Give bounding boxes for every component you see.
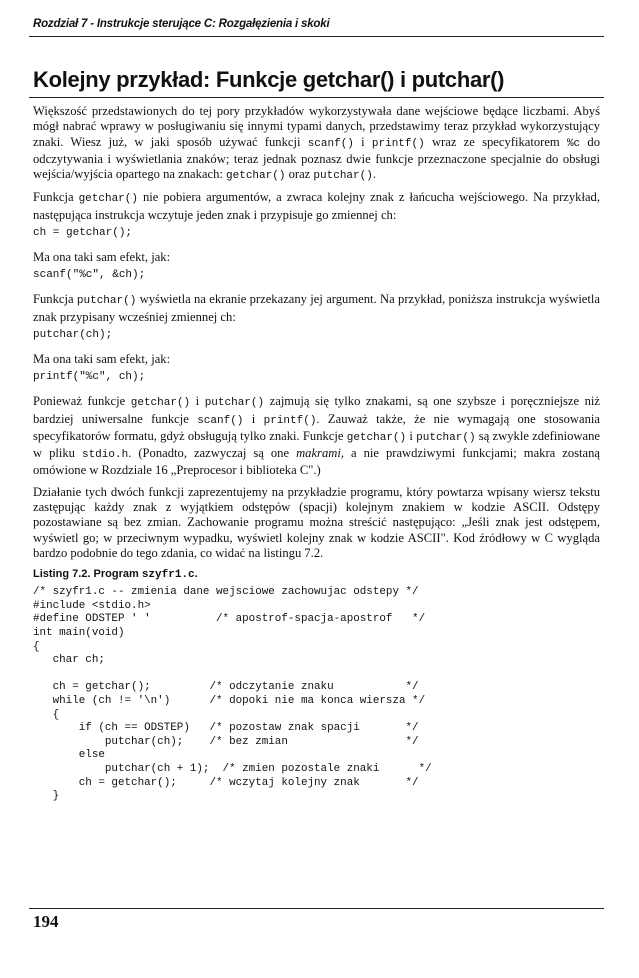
running-header: Rozdział 7 - Instrukcje sterujące C: Rozgałęzienia i skoki	[33, 18, 330, 30]
paragraph-3: Ma ona taki sam efekt, jak:	[33, 250, 171, 265]
inline-code: getchar()	[130, 397, 191, 410]
caption-text: .	[194, 568, 198, 581]
caption-text: Listing 7.2. Program	[33, 568, 142, 581]
emphasis-text: makrami	[296, 446, 341, 461]
inline-code: printf()	[263, 414, 317, 427]
text-run: i	[243, 411, 264, 426]
text-run: .	[372, 167, 376, 182]
inline-code: printf()	[371, 137, 425, 150]
text-run: są zwykle zdefiniowane w pliku	[33, 428, 600, 461]
text-run: , a nie prawdziwymi funkcjami; makra zostaną omówione w Rozdziale 16 „Preprocesor i biblioteka C".)	[33, 446, 601, 478]
paragraph-2	[33, 190, 600, 223]
inline-code: scanf()	[307, 137, 354, 150]
inline-code: putchar()	[416, 431, 476, 444]
text-run: do odczytywania i wyświetlania znaków; teraz jednak poznasz dwie funkcje przeznaczone specjalnie do obsługi wejścia/wyjścia opartego na znakach:	[33, 134, 600, 182]
body-text	[29, 104, 604, 804]
text-run: nie pobiera argumentów, a zwraca kolejny znak z łańcucha wejściowego. Na przykład, następująca instrukcja wczytuje jeden znak i przypisuje go zmiennej ch:	[33, 190, 600, 222]
text-run: Funkcja	[33, 190, 79, 205]
title-rule	[29, 97, 604, 98]
inline-code: stdio.h	[81, 449, 129, 462]
paragraph-5: Ma ona taki sam efekt, jak:	[33, 351, 171, 366]
section-title: Kolejny przykład: Funkcje getchar() i putchar()	[33, 67, 505, 92]
text-run: Większość przedstawionych do tej pory przykładów wykorzystywała dane wejściowe będące liczbami. Abyś mógł nabrać wprawy w posługiwaniu się innymi typami danych, przedstawimy teraz przykład wykorzystujący znaki. Wiesz już, w jaki sposób używać funkcji	[33, 104, 600, 149]
code-listing: /* szyfr1.c -- zmienia dane wejsciowe zachowujac odstepy */ #include <stdio.h> #define ODSTEP ' ' /* apostrof-spacja-apostrof */ int main(void) { char ch; ch = getchar(); /* odczytanie znaku */ while (ch != '\n') /* dopoki nie ma konca wiersza */ { if (ch == ODSTEP) /* pozostaw znak spacji */ putchar(ch); /* bez zmian */ else putchar(ch + 1); /* zmien pozostale znaki */ ch = getchar(); /* wczytaj kolejny znak */ }	[33, 586, 432, 803]
paragraph-1	[33, 104, 600, 184]
text-run: i	[406, 428, 417, 443]
text-run: i	[353, 134, 372, 149]
text-run: Ponieważ funkcje	[33, 394, 131, 409]
caption-filename: szyfr1.c	[141, 569, 195, 582]
inline-code: putchar()	[204, 397, 265, 410]
footer-rule	[29, 908, 604, 909]
text-run: wyświetla na ekranie przekazany jej argument. Na przykład, poniższa instrukcja wyświetla znak przypisany wcześniej zmiennej ch:	[33, 292, 600, 324]
paragraph-6	[33, 394, 600, 478]
inline-code: %c	[566, 137, 581, 150]
listing-caption	[33, 568, 600, 581]
inline-code: putchar()	[76, 295, 137, 308]
text-run: . Zauważ także, że nie wymagają one stosowania specyfikatorów formatu, gdyż obsługują tylko znaki. Funkcje	[33, 411, 600, 443]
text-run: zajmują się tylko znakami, są one szybsze i poręczniejsze niż bardziej uniwersalne funkcje	[33, 394, 601, 426]
code-example-getchar: ch = getchar();	[33, 227, 133, 240]
paragraph-7: Działanie tych dwóch funkcji zaprezentujemy na przykładzie programu, który powtarza wpisany wiersz tekstu zastępując każdy znak z wyjątkiem odstępów (spacji) kolejnym znakiem w kodzie ASCII. Odstępy pozostawiane są bez zmian. Zachowanie programu można streścić następująco: „Jeśli znak jest odstępem, wyświetl go; w przeciwnym wypadku, wyświetl kolejny znak w kodzie ASCII". Kod źródłowy w C wygląda bardzo podobnie do tego zdania, co widać na listingu 7.2.	[33, 484, 600, 560]
page-number: 194	[33, 912, 59, 931]
text-run: oraz	[285, 167, 314, 182]
text-run: . (Ponadto, zazwyczaj są one	[128, 446, 297, 461]
code-example-putchar: putchar(ch);	[33, 328, 113, 341]
book-page	[29, 18, 604, 804]
inline-code: getchar()	[226, 170, 286, 183]
text-run: wraz ze specyfikatorem	[424, 134, 567, 149]
inline-code: getchar()	[346, 431, 407, 444]
code-example-printf: printf("%c", ch);	[33, 371, 146, 384]
paragraph-4	[33, 292, 600, 325]
text-run: Funkcja	[33, 292, 77, 307]
inline-code: scanf()	[197, 414, 244, 427]
inline-code: getchar()	[78, 193, 138, 206]
header-rule	[29, 36, 604, 37]
code-example-scanf: scanf("%c", &ch);	[33, 269, 146, 282]
text-run: i	[190, 394, 205, 409]
inline-code: putchar()	[313, 170, 373, 183]
